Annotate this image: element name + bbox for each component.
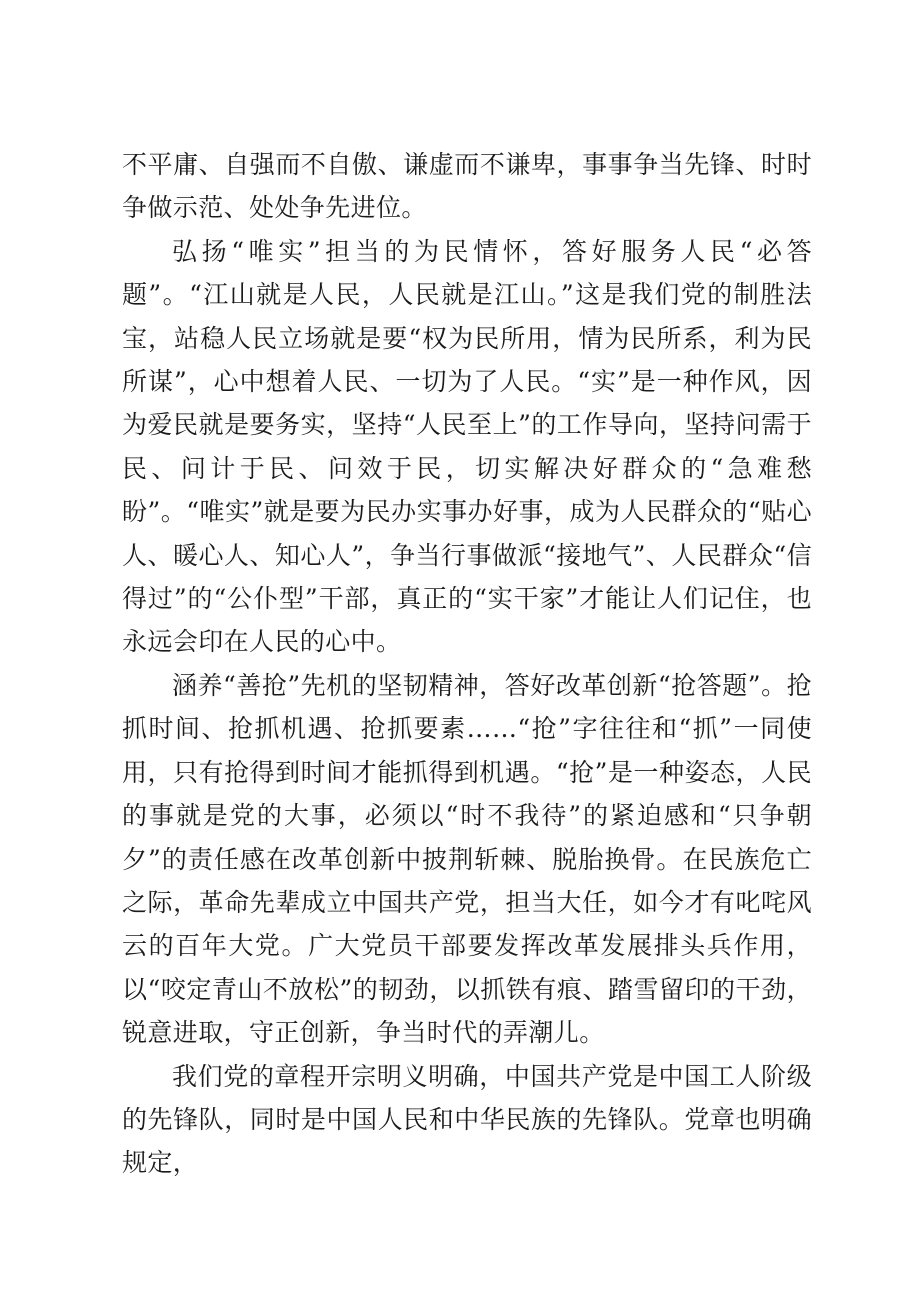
paragraph-shanqiang: 涵养“善抢”先机的坚韧精神，答好改革创新“抢答题”。抢抓时间、抢抓机遇、抢抓要素……“抢”字往往和“抓”一同使用，只有抢得到时间才能抓得到机遇。“抢”是一种姿态，人民的事就是党的大事，必须以“时不我待”的紧迫感和“只争朝夕”的责任感在改革创新中披荆斩棘、脱胎换骨。在民族危亡之际，革命先辈成立中国共产党，担当大任，如今才有叱咤风云的百年大党。广大党员干部要发挥改革发展排头兵作用，以“咬定青山不放松”的韧劲，以抓铁有痕、踏雪留印的干劲，锐意进取，守正创新，争当时代的弄潮儿。: [122, 670, 812, 1048]
paragraph-party-constitution: 我们党的章程开宗明义明确，中国共产党是中国工人阶级的先锋队，同时是中国人民和中华民族的先锋队。党章也明确规定，: [122, 1061, 812, 1178]
document-page: [122, 143, 812, 1185]
paragraph-continuation: 不平庸、自强而不自傲、谦虚而不谦卑，事事争当先锋、时时争做示范、处处争先进位。: [122, 150, 812, 223]
paragraph-weishi: 弘扬“唯实”担当的为民情怀，答好服务人民“必答题”。“江山就是人民，人民就是江山。”这是我们党的制胜法宝，站稳人民立场就是要“权为民所用，情为民所系，利为民所谋”，心中想着人民、一切为了人民。“实”是一种作风，因为爱民就是要务实，坚持“人民至上”的工作导向，坚持问需于民、问计于民、问效于民，切实解决好群众的“急难愁盼”。“唯实”就是要为民办实事办好事，成为人民群众的“贴心人、暖心人、知心人”，争当行事做派“接地气”、人民群众“信得过”的“公仆型”干部，真正的“实干家”才能让人们记住，也永远会印在人民的心中。: [122, 236, 812, 657]
